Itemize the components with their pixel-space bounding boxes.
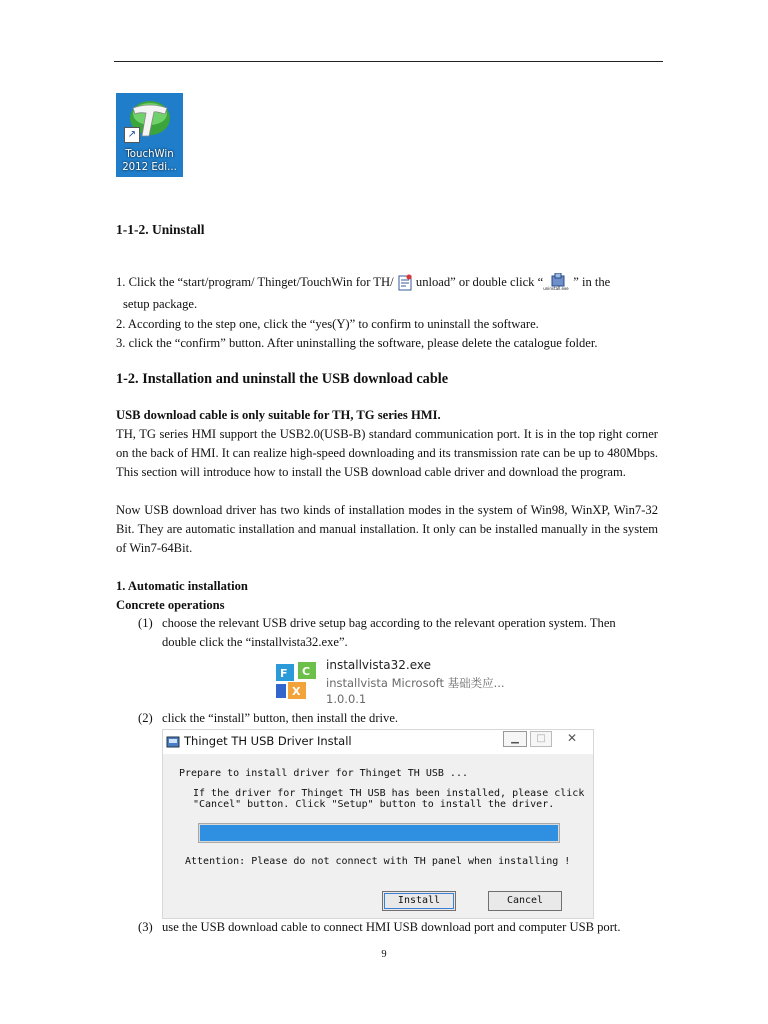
- shortcut-label: TouchWin 2012 Edi...: [122, 149, 177, 173]
- uninstall-step-2: 2. According to the step one, click the “yes(Y)” to confirm to uninstall the software.: [116, 317, 539, 331]
- svg-text:C: C: [302, 665, 311, 678]
- install-progress-bar: [198, 823, 560, 843]
- usb-paragraph-1: TH, TG series HMI support the USB2.0(USB-B) standard communication port. It is in the top right corner on the back of HMI. It can realize high-speed downloading and its transmission rate can be up to 480Mbps. This section will introduce how to install the USB download cable driver and download the program.: [116, 427, 658, 479]
- install-button[interactable]: Install: [382, 891, 456, 911]
- step-2-text: click the “install” button, then install the drive.: [162, 711, 399, 725]
- uninstall-step-1-cont: setup package.: [123, 297, 198, 311]
- progress-fill: [200, 825, 558, 841]
- dialog-line-1: Prepare to install driver for Thinget TH USB ...: [179, 768, 468, 779]
- uninstall-program-icon: [397, 274, 413, 292]
- step-3-text: use the USB download cable to connect HMI USB download port and computer USB port.: [162, 920, 621, 934]
- svg-text:X: X: [292, 685, 301, 698]
- shortcut-arrow-icon: ↗: [124, 127, 140, 143]
- page-number: 9: [381, 949, 387, 960]
- header-rule: [114, 61, 663, 62]
- close-button[interactable]: ✕: [566, 731, 578, 745]
- uninstall-step-3: 3. click the “confirm” button. After uninstalling the software, please delete the catalogue folder.: [116, 336, 598, 350]
- dialog-title: Thinget TH USB Driver Install: [184, 734, 352, 748]
- step-1-line-1: choose the relevant USB drive setup bag according to the relevant operation system. Then: [162, 616, 616, 630]
- touchwin-shortcut[interactable]: [116, 93, 183, 177]
- uninstall-heading: 1-1-2. Uninstall: [116, 222, 205, 237]
- usb-driver-install-dialog: [162, 729, 594, 919]
- installvista-file[interactable]: [271, 656, 507, 708]
- svg-text:F: F: [280, 667, 288, 680]
- usb-paragraph-2: Now USB download driver has two kinds of installation modes in the system of Win98, WinXP, Win7-32 Bit. They are automatic installation and manual installation. It only can be installed manually in the system of Win7-64Bit.: [116, 503, 658, 555]
- uninstall-exe-icon: uninstall.exe: [543, 273, 573, 293]
- usb-heading: 1-2. Installation and uninstall the USB download cable: [116, 371, 449, 387]
- step-2-number: (2): [138, 711, 153, 725]
- step-3-number: (3): [138, 920, 153, 934]
- installer-package-icon: [274, 660, 322, 704]
- uninstall-step-1: 1. Click the “start/program/ Thinget/TouchWin for TH/ unload” or double click “ uninstall.exe ” in the: [116, 275, 611, 292]
- step-1-number: (1): [138, 616, 153, 630]
- app-icon: [166, 735, 180, 749]
- file-description: installvista Microsoft 基础类应...: [326, 676, 505, 690]
- usb-note: USB download cable is only suitable for TH, TG series HMI.: [116, 408, 441, 422]
- concrete-operations-heading: Concrete operations: [116, 598, 225, 612]
- dialog-titlebar: [163, 730, 593, 754]
- dialog-line-2: If the driver for Thinget TH USB has been installed, please click: [193, 788, 585, 799]
- dialog-attention: Attention: Please do not connect with TH panel when installing !: [185, 856, 571, 867]
- file-version: 1.0.0.1: [326, 692, 367, 706]
- minimize-button[interactable]: ▁: [503, 731, 527, 747]
- cancel-button[interactable]: Cancel: [488, 891, 562, 911]
- auto-install-heading: 1. Automatic installation: [116, 579, 248, 593]
- file-name: installvista32.exe: [326, 658, 432, 672]
- step-1-line-2: double click the “installvista32.exe”.: [162, 635, 348, 649]
- maximize-button[interactable]: □: [530, 731, 552, 747]
- installer-icon: [551, 273, 565, 287]
- dialog-line-3: "Cancel" button. Click "Setup" button to install the driver.: [193, 799, 555, 810]
